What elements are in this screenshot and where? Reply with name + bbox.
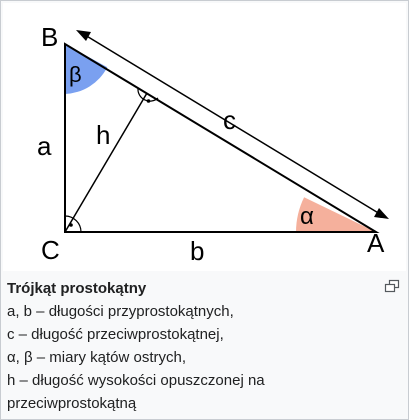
side-label-b: b [190, 236, 205, 266]
side-c-arrowhead-start [76, 30, 91, 41]
side-label-a: a [37, 131, 52, 161]
angle-label-beta: β [69, 62, 82, 87]
caption-line: α, β – miary kątów ostrych, [7, 349, 187, 366]
caption-line: h – długość wysokości opuszczonej na [7, 372, 265, 389]
right-angle-c-dot [69, 223, 73, 227]
right-triangle-diagram [3, 3, 406, 271]
height-label-h: h [96, 120, 111, 150]
caption-line: a, b – długości przyprostokątnych, [7, 303, 234, 320]
vertex-label-c: C [41, 235, 60, 265]
vertex-label-a: A [367, 228, 385, 258]
image-caption [7, 277, 403, 415]
caption-line: c – długość przeciwprostokątnej, [7, 326, 224, 343]
side-c-arrowhead-end [374, 208, 389, 219]
altitude-h-line [65, 93, 147, 232]
right-angle-foot-dot [147, 99, 151, 103]
vertex-label-b: B [41, 22, 59, 52]
triangle-image[interactable] [3, 3, 406, 271]
triangle-outline [65, 44, 376, 232]
caption-title: Trójkąt prostokątny [7, 280, 147, 297]
side-label-c: c [223, 105, 236, 135]
caption-line: przeciwprostokątną [7, 395, 137, 412]
angle-label-alpha: α [300, 203, 314, 230]
right-angle-c-arc [65, 216, 81, 232]
